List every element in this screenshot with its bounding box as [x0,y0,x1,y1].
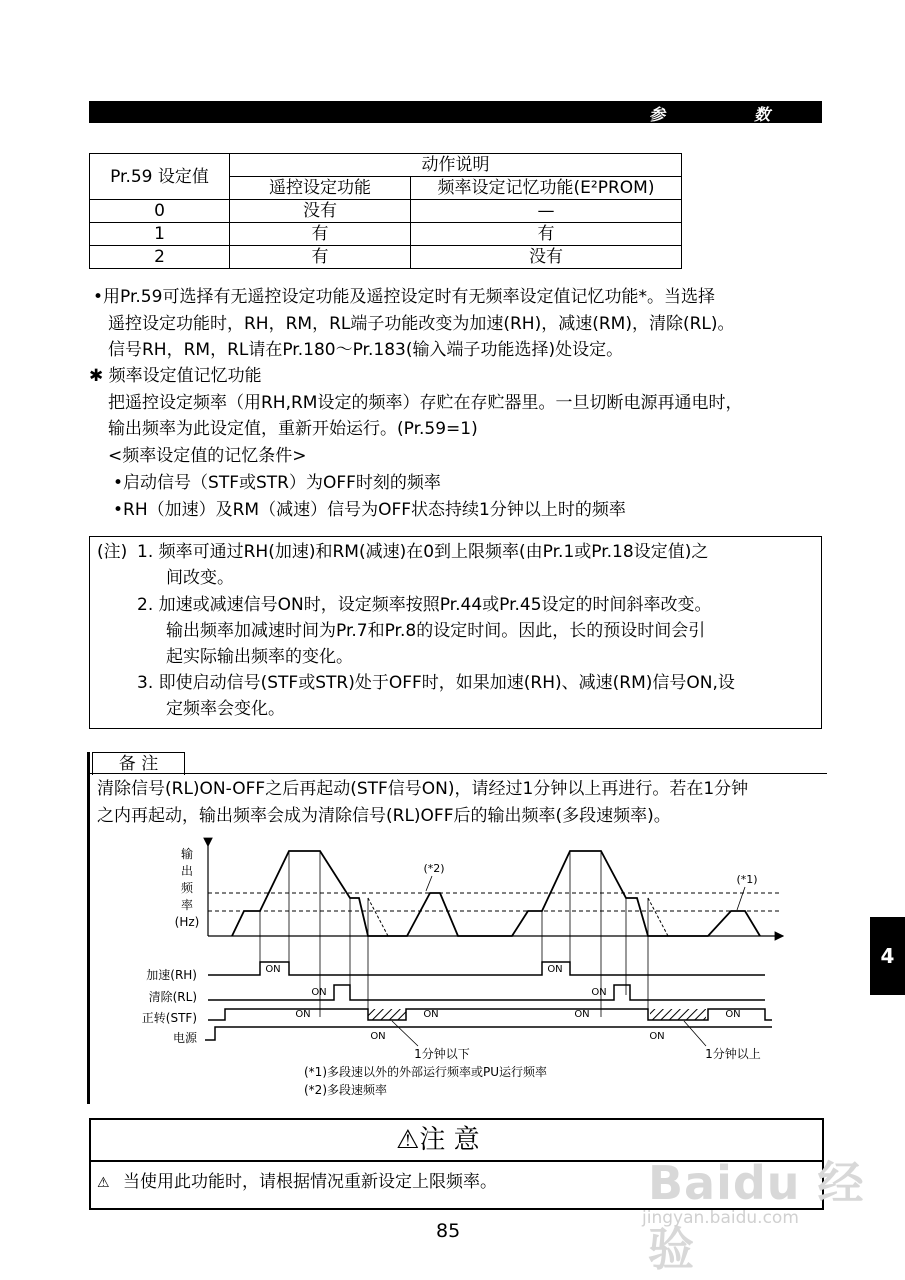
row-value: 0 [90,200,230,223]
row-memory: 没有 [411,246,682,269]
mark-1-label: (*1) [736,873,758,886]
y-label-line: 率 [180,898,194,912]
on-label: ON [547,964,563,975]
y-label-line: 出 [180,864,194,878]
row-remote: 有 [230,223,411,246]
y-label-line: (Hz) [174,915,200,929]
body-line-7: <频率设定值的记忆条件> [108,446,307,466]
asterisk-icon: ✱ [89,366,104,386]
note-1a: 1. 频率可通过RH(加速)和RM(减速)在0到上限频率(由Pr.1或Pr.18设定值)之 [137,542,709,562]
row-value: 2 [90,246,230,269]
remark-tab: 备 注 [92,752,185,775]
col-header-action: 动作说明 [230,154,682,177]
row-memory: — [411,200,682,223]
caution-title: 注 意 [419,1125,480,1155]
col-header-remote: 遥控设定功能 [230,177,411,200]
page-number: 85 [436,1220,461,1242]
on-label: ON [295,1009,311,1020]
under-1min-leader [392,1021,418,1046]
on-label: ON [311,987,327,998]
remark-line-1: 清除信号(RL)ON-OFF之后再起动(STF信号ON)，请经过1分钟以上再进行。若在1分钟 [97,779,749,799]
col-header-setting: Pr.59 设定值 [90,154,230,200]
note-2c: 起实际输出频率的变化。 [166,647,353,667]
on-label: ON [591,987,607,998]
caution-line [97,1169,497,1197]
star-heading-text: 频率设定值记忆功能 [108,366,262,386]
notes-prefix: (注) [97,542,128,562]
row-memory: 有 [411,223,682,246]
mark-1-leader [737,887,745,910]
on-label: ON [265,964,281,975]
power-signal [205,1027,772,1040]
mark-2-label: (*2) [423,862,445,875]
caution-text: 当使用此功能时，请根据情况重新设定上限频率。 [122,1172,497,1192]
over-1min-label: 1分钟以上 [705,1047,761,1061]
rh-signal [208,962,765,975]
over-1min-leader [684,1021,706,1046]
under-1min-label: 1分钟以下 [414,1047,470,1061]
note-2b: 输出频率加减速时间为Pr.7和Pr.8的设定时间。因此，长的预设时间会引 [166,621,706,641]
body-line-1: •用Pr.59可选择有无遥控设定功能及遥控设定时有无频率设定值记忆功能*。当选择 [93,287,715,307]
coast-line [368,898,388,936]
warning-triangle-icon: ⚠ [396,1125,420,1155]
row-remote: 没有 [230,200,411,223]
watermark-url: jingyan.baidu.com [642,1208,799,1228]
caution-heading [396,1121,480,1159]
warning-small-icon: ⚠ [97,1175,110,1191]
row-value: 1 [90,223,230,246]
body-line-6: 输出频率为此设定值，重新开始运行。(Pr.59=1) [108,419,478,439]
section-title-char-2: 数 [754,105,771,124]
body-line-5: 把遥控设定频率（用RH,RM设定的频率）存贮在存贮器里。一旦切断电源再通电时， [108,393,743,413]
mark-2-leader [426,876,432,891]
signal-label-rl: 清除(RL) [148,990,197,1004]
body-line-9: •RH（加速）及RM（减速）信号为OFF状态持续1分钟以上时的频率 [113,500,626,520]
signal-label-power: 电源 [172,1031,197,1045]
on-label: ON [649,1031,665,1042]
body-line-8: •启动信号（STF或STR）为OFF时刻的频率 [113,473,441,493]
y-label-line: 输 [180,847,194,861]
body-line-2: 遥控设定功能时，RH，RM，RL端子功能改变为加速(RH)，减速(RM)，清除(RL)。 [108,314,735,334]
row-remote: 有 [230,246,411,269]
chapter-tab: 4 [870,917,905,995]
signal-label-stf: 正转(STF) [141,1011,197,1025]
signal-label-rh: 加速(RH) [146,968,197,982]
watermark-logo: Baidu 经验 [648,1156,865,1276]
remark-line-2: 之内再起动，输出频率会成为清除信号(RL)OFF后的输出频率(多段速频率)。 [97,806,671,826]
on-label: ON [725,1009,741,1020]
note-1b: 间改变。 [166,568,234,588]
hatched-off-period [368,1009,406,1020]
note-2a: 2. 加速或减速信号ON时，设定频率按照Pr.44或Pr.45设定的时间斜率改变。 [137,595,712,615]
diagram-footnote-1: (*1)多段速以外的外部运行频率或PU运行频率 [304,1065,548,1079]
hatched-off-period [650,1009,706,1020]
col-header-memory: 频率设定记忆功能(E²PROM) [411,177,682,200]
note-3b: 定频率会变化。 [166,699,285,719]
on-label: ON [370,1031,386,1042]
body-line-3: 信号RH，RM，RL请在Pr.180～Pr.183(输入端子功能选择)处设定。 [108,340,624,360]
note-3a: 3. 即使启动信号(STF或STR)处于OFF时，如果加速(RH)、减速(RM)信号ON,设 [137,673,735,693]
on-label: ON [423,1009,439,1020]
on-label: ON [574,1009,590,1020]
y-label-line: 频 [180,881,194,895]
section-title-char-1: 参 [649,105,666,124]
y-axis-label [175,846,200,929]
diagram-footnote-2: (*2)多段速频率 [304,1083,387,1097]
rl-signal [208,985,765,1000]
coast-line [648,898,668,936]
